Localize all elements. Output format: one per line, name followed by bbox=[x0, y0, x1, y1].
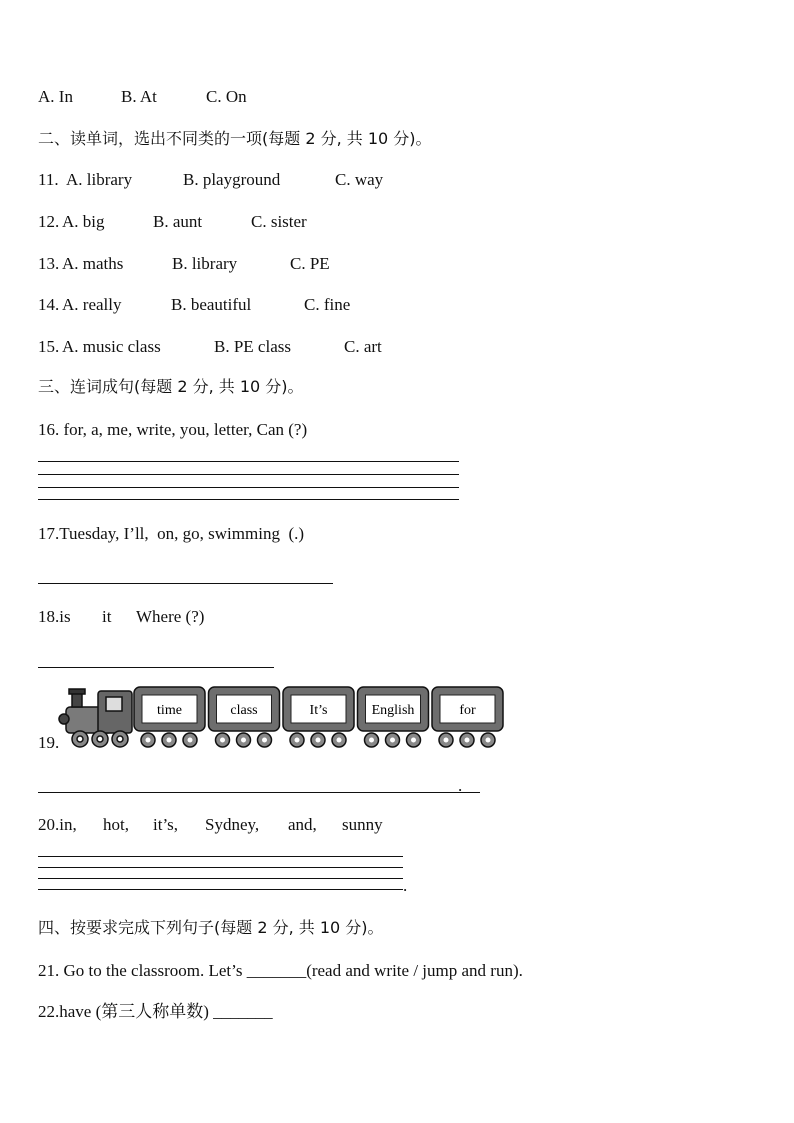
option-b: B. playground bbox=[183, 170, 281, 189]
question-number: 11. bbox=[38, 170, 59, 189]
answer-line[interactable] bbox=[38, 667, 274, 668]
section-3-title: 三、连词成句(每题 2 分, 共 10 分)。 bbox=[38, 377, 304, 396]
answer-line[interactable] bbox=[38, 867, 403, 868]
question-number: 14. bbox=[38, 295, 60, 314]
option-b: B. beautiful bbox=[171, 295, 252, 314]
question-17: 17.Tuesday, I’ll, on, go, swimming (.) bbox=[38, 524, 305, 543]
question-19-number: 19. bbox=[38, 733, 60, 752]
answer-line[interactable] bbox=[38, 792, 480, 793]
train-car bbox=[283, 687, 354, 747]
option-c: C. sister bbox=[251, 212, 307, 231]
question-20-word: 20.in, bbox=[38, 815, 77, 834]
train-car bbox=[209, 687, 280, 747]
locomotive-icon bbox=[59, 689, 132, 747]
option-a: A. maths bbox=[62, 254, 124, 273]
question-20-word: sunny bbox=[342, 815, 383, 834]
train-car bbox=[134, 687, 205, 747]
train-car-word: for bbox=[459, 703, 476, 718]
question-18-word: it bbox=[102, 607, 112, 626]
train-car-word: It’s bbox=[309, 703, 328, 718]
option-a: A. music class bbox=[62, 337, 161, 356]
option-b: B. library bbox=[172, 254, 238, 273]
option-a: A. big bbox=[62, 212, 105, 231]
option-c: C. art bbox=[344, 337, 382, 356]
q10-option-b: B. At bbox=[121, 87, 157, 106]
question-number: 12. bbox=[38, 212, 60, 231]
question-16: 16. for, a, me, write, you, letter, Can (?) bbox=[38, 420, 308, 439]
answer-line[interactable] bbox=[38, 499, 459, 500]
q10-option-c: C. On bbox=[206, 87, 247, 106]
train-car-word: class bbox=[230, 703, 258, 718]
question-18-word: Where (?) bbox=[136, 607, 205, 626]
train-car bbox=[432, 687, 503, 747]
question-18-word: 18.is bbox=[38, 607, 71, 626]
question-21: 21. Go to the classroom. Let’s _______(read and write / jump and run). bbox=[38, 961, 523, 980]
train-car bbox=[358, 687, 429, 747]
question-20-word: hot, bbox=[103, 815, 129, 834]
question-22: 22.have (第三人称单数) _______ bbox=[38, 1002, 273, 1021]
train-illustration bbox=[58, 685, 504, 751]
question-20-word: and, bbox=[288, 815, 317, 834]
train-car-word: English bbox=[371, 703, 415, 718]
answer-line[interactable] bbox=[38, 583, 333, 584]
section-4-title: 四、按要求完成下列句子(每题 2 分, 共 10 分)。 bbox=[38, 918, 384, 937]
section-2-title: 二、读单词，选出不同类的一项(每题 2 分, 共 10 分)。 bbox=[38, 129, 432, 148]
option-c: C. fine bbox=[304, 295, 351, 314]
option-c: C. way bbox=[335, 170, 384, 189]
option-c: C. PE bbox=[290, 254, 330, 273]
answer-line[interactable] bbox=[38, 461, 459, 462]
option-a: A. library bbox=[66, 170, 133, 189]
question-number: 15. bbox=[38, 337, 60, 356]
answer-line[interactable] bbox=[38, 487, 459, 488]
answer-line[interactable] bbox=[38, 889, 403, 890]
option-b: B. aunt bbox=[153, 212, 203, 231]
option-b: B. PE class bbox=[214, 337, 291, 356]
train-car-word: time bbox=[157, 703, 182, 718]
question-20-period: . bbox=[403, 876, 408, 895]
question-number: 13. bbox=[38, 254, 60, 273]
answer-line[interactable] bbox=[38, 878, 403, 879]
answer-line[interactable] bbox=[38, 474, 459, 475]
question-19-period: . bbox=[458, 776, 463, 795]
question-20-word: Sydney, bbox=[205, 815, 260, 834]
question-20-word: it’s, bbox=[153, 815, 179, 834]
answer-line[interactable] bbox=[38, 856, 403, 857]
q10-option-a: A. In bbox=[38, 87, 73, 106]
option-a: A. really bbox=[62, 295, 122, 314]
